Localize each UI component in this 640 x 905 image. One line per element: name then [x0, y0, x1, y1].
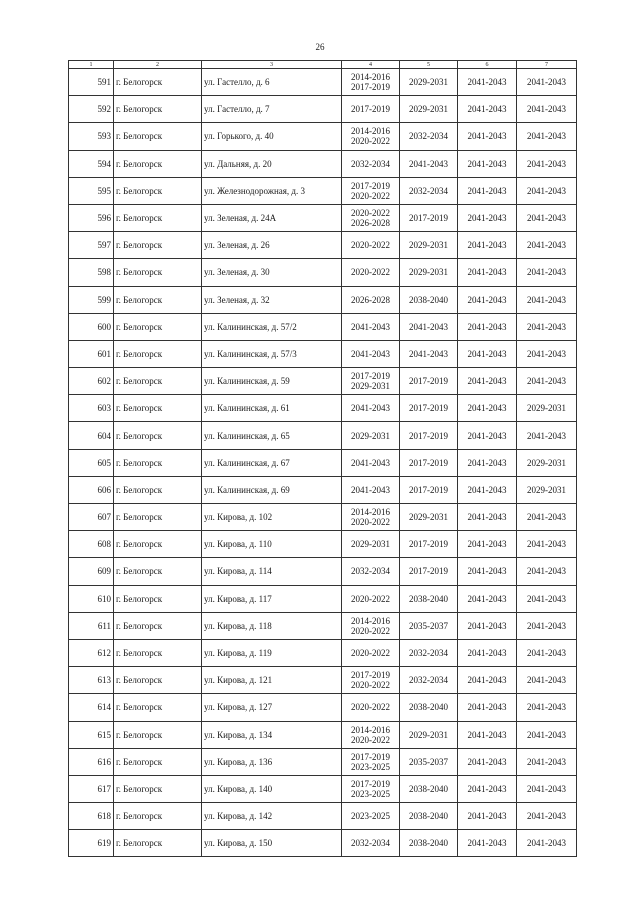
address-cell: ул. Зеленая, д. 32	[202, 286, 342, 313]
table-row	[69, 721, 577, 748]
period-cell-col7: 2041-2043	[517, 694, 577, 721]
period-value: 2017-2019	[351, 371, 390, 382]
row-number-cell: 597	[69, 232, 114, 259]
period-cell-col5: 2041-2043	[400, 340, 458, 367]
period-cell-col6: 2041-2043	[458, 612, 517, 639]
period-value: 2020-2022	[351, 517, 390, 528]
row-number-cell: 599	[69, 286, 114, 313]
address-cell: ул. Кирова, д. 102	[202, 504, 342, 531]
period-cell-col6: 2041-2043	[458, 476, 517, 503]
row-number-cell: 612	[69, 639, 114, 666]
period-cell-col7: 2041-2043	[517, 612, 577, 639]
period-cell-col7: 2029-2031	[517, 449, 577, 476]
address-cell: ул. Зеленая, д. 26	[202, 232, 342, 259]
period-cell-col7: 2041-2043	[517, 667, 577, 694]
period-cell-col5: 2029-2031	[400, 504, 458, 531]
period-cell-col7: 2041-2043	[517, 504, 577, 531]
period-cell-col7: 2041-2043	[517, 585, 577, 612]
period-cell-col4	[342, 368, 400, 395]
period-cell-col5: 2041-2043	[400, 150, 458, 177]
row-number-cell: 615	[69, 721, 114, 748]
period-cell-col7: 2041-2043	[517, 259, 577, 286]
city-cell: г. Белогорск	[114, 667, 202, 694]
table-row	[69, 531, 577, 558]
city-cell: г. Белогорск	[114, 204, 202, 231]
period-cell-col6: 2041-2043	[458, 368, 517, 395]
row-number-cell: 611	[69, 612, 114, 639]
period-cell-col6: 2041-2043	[458, 667, 517, 694]
period-cell-col6: 2041-2043	[458, 286, 517, 313]
address-cell: ул. Кирова, д. 136	[202, 748, 342, 775]
city-cell: г. Белогорск	[114, 476, 202, 503]
city-cell: г. Белогорск	[114, 830, 202, 857]
table-row	[69, 123, 577, 150]
table-row	[69, 775, 577, 802]
period-cell-col5: 2017-2019	[400, 449, 458, 476]
period-cell-col6: 2041-2043	[458, 422, 517, 449]
period-cell-col6: 2041-2043	[458, 803, 517, 830]
period-cell-col4	[342, 504, 400, 531]
period-cell-col5: 2029-2031	[400, 96, 458, 123]
city-cell: г. Белогорск	[114, 504, 202, 531]
address-cell: ул. Калининская, д. 61	[202, 395, 342, 422]
period-cell-col5: 2017-2019	[400, 204, 458, 231]
row-number-cell: 594	[69, 150, 114, 177]
address-cell: ул. Кирова, д. 118	[202, 612, 342, 639]
column-number: 1	[69, 61, 114, 69]
period-value: 2017-2019	[351, 180, 390, 191]
period-cell-col4	[342, 748, 400, 775]
city-cell: г. Белогорск	[114, 803, 202, 830]
table-row	[69, 232, 577, 259]
period-cell-col5: 2017-2019	[400, 422, 458, 449]
period-cell-col6: 2041-2043	[458, 775, 517, 802]
period-value: 2017-2019	[351, 104, 390, 115]
address-cell: ул. Калининская, д. 57/2	[202, 313, 342, 340]
row-number-cell: 602	[69, 368, 114, 395]
period-cell-col6: 2041-2043	[458, 639, 517, 666]
city-cell: г. Белогорск	[114, 313, 202, 340]
period-cell-col7: 2029-2031	[517, 395, 577, 422]
table-row	[69, 368, 577, 395]
period-cell-col6: 2041-2043	[458, 259, 517, 286]
period-cell-col5: 2017-2019	[400, 558, 458, 585]
period-cell-col6: 2041-2043	[458, 531, 517, 558]
period-cell-col7: 2041-2043	[517, 803, 577, 830]
period-value: 2017-2019	[351, 778, 390, 789]
period-value: 2020-2022	[351, 680, 390, 691]
period-cell-col7: 2041-2043	[517, 69, 577, 96]
period-cell-col6: 2041-2043	[458, 340, 517, 367]
row-number-cell: 618	[69, 803, 114, 830]
city-cell: г. Белогорск	[114, 259, 202, 286]
table-row	[69, 476, 577, 503]
period-cell-col7: 2041-2043	[517, 177, 577, 204]
period-cell-col4	[342, 775, 400, 802]
address-cell: ул. Калининская, д. 67	[202, 449, 342, 476]
row-number-cell: 593	[69, 123, 114, 150]
period-cell-col7: 2041-2043	[517, 558, 577, 585]
period-cell-col5: 2032-2034	[400, 667, 458, 694]
table-row	[69, 150, 577, 177]
period-cell-col5: 2032-2034	[400, 639, 458, 666]
period-cell-col4	[342, 340, 400, 367]
table-row	[69, 558, 577, 585]
period-cell-col4	[342, 177, 400, 204]
address-cell: ул. Кирова, д. 134	[202, 721, 342, 748]
period-cell-col5: 2032-2034	[400, 123, 458, 150]
period-cell-col4	[342, 422, 400, 449]
period-cell-col6: 2041-2043	[458, 558, 517, 585]
row-number-cell: 606	[69, 476, 114, 503]
period-cell-col6: 2041-2043	[458, 504, 517, 531]
period-value: 2014-2016	[351, 126, 390, 137]
address-cell: ул. Калининская, д. 69	[202, 476, 342, 503]
period-cell-col5: 2017-2019	[400, 395, 458, 422]
period-cell-col4	[342, 830, 400, 857]
period-cell-col6: 2041-2043	[458, 150, 517, 177]
city-cell: г. Белогорск	[114, 558, 202, 585]
period-cell-col4	[342, 286, 400, 313]
period-value: 2020-2022	[351, 208, 390, 219]
period-cell-col4	[342, 150, 400, 177]
table-row	[69, 286, 577, 313]
period-value: 2017-2019	[351, 82, 390, 93]
column-number: 2	[114, 61, 202, 69]
column-number: 5	[400, 61, 458, 69]
period-cell-col7: 2041-2043	[517, 368, 577, 395]
period-cell-col7: 2041-2043	[517, 286, 577, 313]
period-cell-col7: 2041-2043	[517, 422, 577, 449]
row-number-cell: 610	[69, 585, 114, 612]
period-value: 2023-2025	[351, 761, 390, 772]
period-cell-col4	[342, 694, 400, 721]
period-value: 2020-2022	[351, 240, 390, 251]
city-cell: г. Белогорск	[114, 721, 202, 748]
table-row	[69, 748, 577, 775]
row-number-cell: 609	[69, 558, 114, 585]
city-cell: г. Белогорск	[114, 123, 202, 150]
address-cell: ул. Дальняя, д. 20	[202, 150, 342, 177]
address-cell: ул. Зеленая, д. 30	[202, 259, 342, 286]
period-cell-col4	[342, 667, 400, 694]
city-cell: г. Белогорск	[114, 748, 202, 775]
row-number-cell: 595	[69, 177, 114, 204]
table-row	[69, 830, 577, 857]
row-number-cell: 601	[69, 340, 114, 367]
period-cell-col7: 2041-2043	[517, 204, 577, 231]
row-number-cell: 605	[69, 449, 114, 476]
address-cell: ул. Железнодорожная, д. 3	[202, 177, 342, 204]
period-cell-col6: 2041-2043	[458, 449, 517, 476]
period-value: 2014-2016	[351, 72, 390, 83]
period-cell-col4	[342, 69, 400, 96]
address-cell: ул. Кирова, д. 114	[202, 558, 342, 585]
period-value: 2020-2022	[351, 267, 390, 278]
table-body	[69, 69, 577, 857]
table-row	[69, 204, 577, 231]
table-row	[69, 803, 577, 830]
table-row	[69, 69, 577, 96]
period-cell-col5: 2038-2040	[400, 830, 458, 857]
period-value: 2041-2043	[351, 403, 390, 414]
period-value: 2023-2025	[351, 811, 390, 822]
period-cell-col5: 2029-2031	[400, 259, 458, 286]
period-cell-col4	[342, 476, 400, 503]
period-cell-col5: 2038-2040	[400, 775, 458, 802]
address-cell: ул. Калининская, д. 59	[202, 368, 342, 395]
period-value: 2032-2034	[351, 158, 390, 169]
table-row	[69, 177, 577, 204]
row-number-cell: 613	[69, 667, 114, 694]
address-cell: ул. Гастелло, д. 7	[202, 96, 342, 123]
table-row	[69, 504, 577, 531]
city-cell: г. Белогорск	[114, 612, 202, 639]
period-cell-col7: 2041-2043	[517, 531, 577, 558]
period-value: 2026-2028	[351, 294, 390, 305]
period-cell-col4	[342, 313, 400, 340]
city-cell: г. Белогорск	[114, 368, 202, 395]
address-cell: ул. Кирова, д. 121	[202, 667, 342, 694]
period-cell-col6: 2041-2043	[458, 830, 517, 857]
period-cell-col5: 2035-2037	[400, 748, 458, 775]
city-cell: г. Белогорск	[114, 694, 202, 721]
period-cell-col6: 2041-2043	[458, 177, 517, 204]
period-cell-col7: 2041-2043	[517, 150, 577, 177]
address-cell: ул. Кирова, д. 117	[202, 585, 342, 612]
row-number-cell: 598	[69, 259, 114, 286]
period-value: 2014-2016	[351, 507, 390, 518]
period-cell-col7: 2041-2043	[517, 123, 577, 150]
city-cell: г. Белогорск	[114, 531, 202, 558]
table-row	[69, 585, 577, 612]
period-cell-col6: 2041-2043	[458, 694, 517, 721]
period-cell-col7: 2029-2031	[517, 476, 577, 503]
period-cell-col4	[342, 449, 400, 476]
period-cell-col5: 2038-2040	[400, 803, 458, 830]
row-number-cell: 596	[69, 204, 114, 231]
row-number-cell: 604	[69, 422, 114, 449]
period-value: 2020-2022	[351, 734, 390, 745]
period-value: 2041-2043	[351, 348, 390, 359]
period-cell-col4	[342, 232, 400, 259]
page-number: 26	[315, 42, 325, 52]
row-number-cell: 614	[69, 694, 114, 721]
city-cell: г. Белогорск	[114, 69, 202, 96]
period-cell-col7: 2041-2043	[517, 96, 577, 123]
period-value: 2032-2034	[351, 838, 390, 849]
address-cell: ул. Кирова, д. 150	[202, 830, 342, 857]
city-cell: г. Белогорск	[114, 286, 202, 313]
period-cell-col5: 2017-2019	[400, 531, 458, 558]
table-row	[69, 422, 577, 449]
period-cell-col7: 2041-2043	[517, 232, 577, 259]
period-cell-col4	[342, 585, 400, 612]
city-cell: г. Белогорск	[114, 395, 202, 422]
city-cell: г. Белогорск	[114, 177, 202, 204]
city-cell: г. Белогорск	[114, 775, 202, 802]
column-number: 6	[458, 61, 517, 69]
row-number-cell: 616	[69, 748, 114, 775]
city-cell: г. Белогорск	[114, 96, 202, 123]
column-number: 3	[202, 61, 342, 69]
period-value: 2014-2016	[351, 724, 390, 735]
table-row	[69, 449, 577, 476]
period-cell-col6: 2041-2043	[458, 313, 517, 340]
table-row	[69, 340, 577, 367]
period-cell-col4	[342, 558, 400, 585]
period-value: 2023-2025	[351, 788, 390, 799]
column-number-row	[69, 61, 577, 69]
period-cell-col6: 2041-2043	[458, 748, 517, 775]
period-cell-col4	[342, 612, 400, 639]
period-value: 2041-2043	[351, 484, 390, 495]
period-value: 2020-2022	[351, 648, 390, 659]
housing-repair-schedule-table	[68, 60, 577, 857]
period-cell-col4	[342, 204, 400, 231]
period-cell-col7: 2041-2043	[517, 830, 577, 857]
address-cell: ул. Калининская, д. 57/3	[202, 340, 342, 367]
period-cell-col6: 2041-2043	[458, 204, 517, 231]
period-cell-col6: 2041-2043	[458, 123, 517, 150]
address-cell: ул. Горького, д. 40	[202, 123, 342, 150]
period-value: 2041-2043	[351, 321, 390, 332]
period-value: 2017-2019	[351, 670, 390, 681]
period-value: 2029-2031	[351, 381, 390, 392]
period-cell-col5: 2029-2031	[400, 721, 458, 748]
period-cell-col6: 2041-2043	[458, 721, 517, 748]
period-cell-col5: 2038-2040	[400, 286, 458, 313]
city-cell: г. Белогорск	[114, 449, 202, 476]
address-cell: ул. Кирова, д. 119	[202, 639, 342, 666]
period-cell-col7: 2041-2043	[517, 639, 577, 666]
period-cell-col4	[342, 96, 400, 123]
period-value: 2020-2022	[351, 593, 390, 604]
row-number-cell: 607	[69, 504, 114, 531]
period-cell-col7: 2041-2043	[517, 748, 577, 775]
table-row	[69, 639, 577, 666]
city-cell: г. Белогорск	[114, 585, 202, 612]
city-cell: г. Белогорск	[114, 422, 202, 449]
city-cell: г. Белогорск	[114, 150, 202, 177]
column-number: 4	[342, 61, 400, 69]
period-cell-col5: 2017-2019	[400, 476, 458, 503]
table-row	[69, 694, 577, 721]
address-cell: ул. Калининская, д. 65	[202, 422, 342, 449]
period-cell-col5: 2038-2040	[400, 585, 458, 612]
column-number: 7	[517, 61, 577, 69]
period-cell-col5: 2041-2043	[400, 313, 458, 340]
city-cell: г. Белогорск	[114, 340, 202, 367]
row-number-cell: 591	[69, 69, 114, 96]
period-cell-col4	[342, 803, 400, 830]
period-value: 2017-2019	[351, 751, 390, 762]
table-row	[69, 313, 577, 340]
period-cell-col6: 2041-2043	[458, 232, 517, 259]
period-value: 2026-2028	[351, 218, 390, 229]
table-row	[69, 96, 577, 123]
row-number-cell: 617	[69, 775, 114, 802]
period-cell-col4	[342, 123, 400, 150]
period-cell-col4	[342, 639, 400, 666]
period-cell-col5: 2029-2031	[400, 232, 458, 259]
period-cell-col6: 2041-2043	[458, 96, 517, 123]
address-cell: ул. Кирова, д. 110	[202, 531, 342, 558]
period-cell-col6: 2041-2043	[458, 395, 517, 422]
table-row	[69, 259, 577, 286]
period-cell-col4	[342, 721, 400, 748]
row-number-cell: 608	[69, 531, 114, 558]
period-cell-col7: 2041-2043	[517, 340, 577, 367]
city-cell: г. Белогорск	[114, 232, 202, 259]
period-value: 2029-2031	[351, 539, 390, 550]
period-cell-col5: 2032-2034	[400, 177, 458, 204]
city-cell: г. Белогорск	[114, 639, 202, 666]
period-cell-col5: 2038-2040	[400, 694, 458, 721]
period-value: 2029-2031	[351, 430, 390, 441]
period-cell-col5: 2017-2019	[400, 368, 458, 395]
period-value: 2041-2043	[351, 457, 390, 468]
address-cell: ул. Кирова, д. 127	[202, 694, 342, 721]
period-value: 2032-2034	[351, 566, 390, 577]
period-value: 2020-2022	[351, 190, 390, 201]
row-number-cell: 600	[69, 313, 114, 340]
row-number-cell: 592	[69, 96, 114, 123]
address-cell: ул. Кирова, д. 142	[202, 803, 342, 830]
period-cell-col6: 2041-2043	[458, 69, 517, 96]
address-cell: ул. Кирова, д. 140	[202, 775, 342, 802]
period-value: 2014-2016	[351, 615, 390, 626]
table-row	[69, 667, 577, 694]
period-cell-col5: 2035-2037	[400, 612, 458, 639]
period-cell-col7: 2041-2043	[517, 721, 577, 748]
period-cell-col4	[342, 259, 400, 286]
address-cell: ул. Гастелло, д. 6	[202, 69, 342, 96]
table-row	[69, 395, 577, 422]
period-cell-col6: 2041-2043	[458, 585, 517, 612]
period-cell-col5: 2029-2031	[400, 69, 458, 96]
table-row	[69, 612, 577, 639]
period-value: 2020-2022	[351, 625, 390, 636]
period-cell-col7: 2041-2043	[517, 775, 577, 802]
row-number-cell: 603	[69, 395, 114, 422]
period-cell-col4	[342, 531, 400, 558]
period-value: 2020-2022	[351, 702, 390, 713]
period-value: 2020-2022	[351, 136, 390, 147]
period-cell-col7: 2041-2043	[517, 313, 577, 340]
row-number-cell: 619	[69, 830, 114, 857]
address-cell: ул. Зеленая, д. 24А	[202, 204, 342, 231]
period-cell-col4	[342, 395, 400, 422]
